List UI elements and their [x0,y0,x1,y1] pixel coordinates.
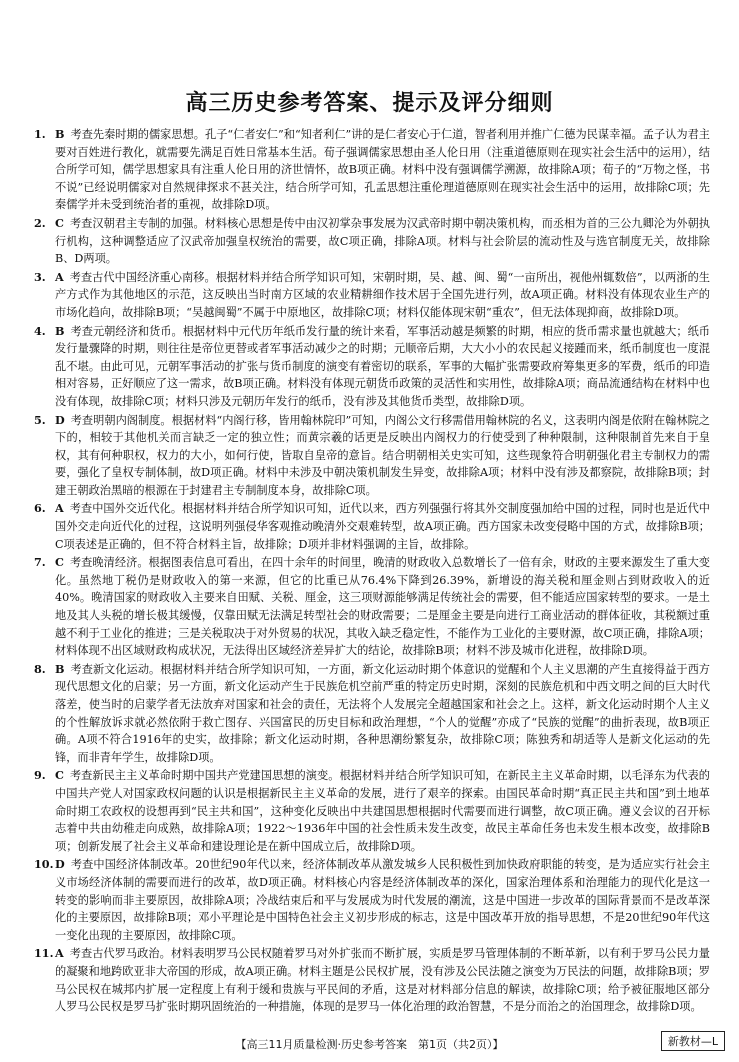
item-number: 5. [34,412,46,427]
answer-item [34,323,710,411]
answer-item [34,500,710,553]
answer-item [34,269,710,322]
item-explanation: 考查明朝内阁制度。根据材料“内阁行移，皆用翰林院印”可知，内阁公文行移需借用翰林院的名义，这表明内阁是依附在翰林院之下的，相较于其他机关而言缺乏一定的独立性；而黄宗羲的话更是反映出内阁权力的行使受到了种种限制，这种限制首先来自于皇权，其有何种职权，权力的大小，如何行使，皆取自皇帝的意旨。结合明朝相关史实可知，这些现象符合明朝强化君主专制权力的需要，强化了皇权专制体制，故D项正确。材料中未涉及中朝决策机制发生异变，故排除A项；材料中没有涉及都察院，故排除B项；封建王朝政治黑暗的根源在于封建君主专制制度本身，故排除C项。 [55,413,710,497]
item-explanation: 考查晚清经济。根据图表信息可看出，在四十余年的时间里，晚清的财政收入总数增长了一倍有余，财政的主要来源发生了重大变化。虽然地丁税仍是财政收入的第一来源，但它的比重已从76.4%下降到26.39%，新增设的海关税和厘金则占到财政收入的近40%。晚清国家的财政收入主要来自田赋、关税、厘金，这三项财源能够满足传统社会的需要，但不能适应国家转型的要求。一是土地及其人头税的增长极其缓慢，仅靠田赋无法满足转型社会的财政需要；二是厘金主要是向进行工商业活动的群体征收，其税额过重越不利于工业化的推进；三是关税取决于对外贸易的状况，其收入缺乏稳定性，不能作为工业化的主要财源，故C项正确，排除A项；材料体现不出区域财政构成状况，无法得出区域经济差异扩大的结论，故排除B项；材料不涉及城市化进程，故排除D项。 [55,556,710,658]
answer-item [34,215,710,268]
item-answer: A [55,946,64,961]
item-answer: A [55,269,64,284]
item-answer: B [55,661,65,676]
item-number: 3. [34,269,46,284]
item-explanation: 考查中国外交近代化。根据材料并结合所学知识可知，近代以来，西方列强强行将其外交制度强加给中国的过程，同时也是近代中国外交走向近代化的过程，这说明列强侵华客观推动晚清外交艰难转型，故A项正确。西方国家未改变侵略中国的方式，故排除B项；C项表述是正确的，但不符合材料主旨，故排除；D项并非材料强调的主旨，故排除。 [55,502,710,551]
answer-item [34,767,710,855]
item-answer: C [55,768,64,783]
item-explanation: 考查古代罗马政治。材料表明罗马公民权随着罗马对外扩张而不断扩展，实质是罗马管理体制的不断革新，以有利于罗马公民力量的凝聚和地跨欧亚非大帝国的形成，故A项正确。材料主题是公民权扩展，没有涉及公民法随之演变为万民法的问题，故排除B项；罗马公民权在城邦内扩展一定程度上有利于缓和贵族与平民间的矛盾，这是对材料部分信息的解读，故排除C项；给予被征服地区部分人罗马公民权是罗马扩张时期巩固统治的一种措施，体现的是罗马一体化治理的政治智慧，不是分而治之的治国理念，故排除D项。 [55,947,710,1014]
item-answer: A [55,501,64,516]
item-number: 11. [34,946,54,961]
answer-list [34,126,710,1017]
item-explanation: 考查新文化运动。根据材料并结合所学知识可知，一方面，新文化运动时期个体意识的觉醒和个人主义思潮的产生直接得益于西方现代思想文化的启蒙；另一方面，新文化运动产生于民族危机空前严重的特定历史时期，深刻的民族危机和中西文明之间的巨大时代落差，使当时的启蒙学者无法放弃对国家和社会的责任，无法将个人发展完全超越国家和社会之上。这样，新文化运动时期个人主义的个性解放诉求就必然依附于救亡图存、兴国富民的历史目标和政治理想，“个人的觉醒”亦成了“民族的觉醒”的曲折表现，故B项正确。A项不符合1916年的史实，故排除；新文化运动时期，各种思潮纷繁复杂，故排除C项；陈独秀和胡适等人是新文化运动的先锋，而非青年学生，故排除D项。 [55,662,710,764]
item-explanation: 考查先秦时期的儒家思想。孔子“仁者安仁”和“知者利仁”讲的是仁者安心于仁道，智者利用并推广仁德为民谋幸福。孟子认为君主要对百姓进行教化，就需要先满足百姓日常基本生活。荀子强调儒家思想由圣人伦日用（注重道德原则在现实社会生活中的运用），结合所学可知，儒学思想家具有注重人伦日用的济世情怀，故B项正确。材料中没有强调儒学溯源，故排除A项；荀子的“万物之怪，书不说”已经说明儒家对自然规律探求不甚关注，结合所学可知，孔孟思想注重伦理道德原则在现实社会生活中的运用，故排除C项；先秦儒学并未受到统治者的重视，故排除D项。 [55,128,710,212]
item-number: 6. [34,501,46,516]
answer-item [34,661,710,767]
answer-item [34,856,710,944]
answer-item [34,554,710,660]
item-number: 8. [34,661,46,676]
item-explanation: 考查古代中国经济重心南移。根据材料并结合所学知识可知，宋朝时期，吴、越、闽、蜀“一亩所出，视他州辄数倍”，以两浙的生产方式作为其他地区的示范，这反映出当时南方区域的农业精耕细作技术居于全国先进行列，故A项正确。材料没有体现农业生产的市场化趋向，故排除B项；“吴越闽蜀”不属于中原地区，故排除C项；材料仅能体现宋朝“重农”，但无法体现抑商，故排除D项。 [55,270,710,319]
item-number: 9. [34,768,46,783]
item-answer: B [55,127,65,141]
item-explanation: 考查元朝经济和货币。根据材料中元代历年纸币发行量的统计来看，军事活动越是频繁的时期，相应的货币需求量也就越大；纸币发行量骤降的时期，则往往是帝位更替或者军事活动减少之的时期；元顺帝后期，大大小小的农民起义接踵而来，纸币制度也一度混乱不堪。由此可见，元朝军事活动的扩张与货币制度的演变有着密切的联系，军事的大幅扩张需要政府筹集更多的军费，纸币的印造相对容易，正好顺应了这一需求，故B项正确。材料没有体现元朝货币政策的灵活性和实用性，故排除A项；商品流通结构在材料中也没有体现，故排除C项；材料只涉及元朝历年发行的纸币，没有涉及其他货币类型，故排除D项。 [55,324,710,408]
item-answer: C [55,555,64,570]
answer-item [34,945,710,1015]
item-explanation: 考查中国经济体制改革。20世纪90年代以来，经济体制改革从激发城乡人民积极性到加快政府职能的转变，是为适应实行社会主义市场经济体制的需要而进行的改革，故D项正确。材料核心内容是经济体制改革的深化，国家治理体系和治理能力的现代化是这一转变的影响而非主要原因，故排除A项；冷战结束后和平与发展成为时代发展的潮流，这是中国进一步改革的国际背景而不是改革深化的主要原因，故排除B项；邓小平理论是中国特色社会主义初步形成的标志，这是中国改革开放的指导思想，不是20世纪90年代这一变化出现的主要原因，故排除C项。 [55,858,710,942]
page-footer: 【高三11月质量检测·历史参考答案 第1页（共2页）】 [235,1038,504,1051]
answer-item [34,126,710,214]
item-explanation: 考查汉朝君主专制的加强。材料核心思想是传中由汉初掌杂事发展为汉武帝时期中朝决策机构，而丞相为首的三公九卿沦为外朝执行机构，这种调整适应了汉武帝加强皇权统治的需要，故C项正确，排除A项。材料与社会阶层的流动性及与选官制度无关，故排除B、D两项。 [55,216,710,266]
item-number: 2. [34,215,46,230]
item-answer: D [55,857,65,872]
item-explanation: 考查新民主主义革命时期中国共产党建国思想的演变。根据材料并结合所学知识可知，在新民主主义革命时期，以毛泽东为代表的中国共产党人对国家政权问题的认识是根据新民主主义革命的发展，进行了艰辛的探索。由国民革命时期“真正民主共和国”到土地革命时期工农政权的设想再到“民主共和国”，这种变化反映出中共建国思想根据时代需要而进行调整，故C项正确。遵义会议的召开标志着中共由幼稚走向成熟，故排除A项；1922～1936年中国的社会性质未发生改变，故民主革命任务也未发生根本改变，故排除B项；创新发展了社会主义革命和建设理论是在新中国成立后，故排除D项。 [55,769,710,853]
item-number: 7. [34,555,46,570]
answer-item [34,412,710,500]
item-number: 10. [34,857,54,872]
edition-badge: 新教材—L [661,1031,725,1051]
item-answer: B [55,323,65,338]
item-answer: D [55,412,65,427]
item-answer: C [55,215,64,230]
page-title: 高三历史参考答案、提示及评分细则 [185,91,554,116]
item-number: 1. [34,127,46,141]
item-number: 4. [34,323,46,338]
